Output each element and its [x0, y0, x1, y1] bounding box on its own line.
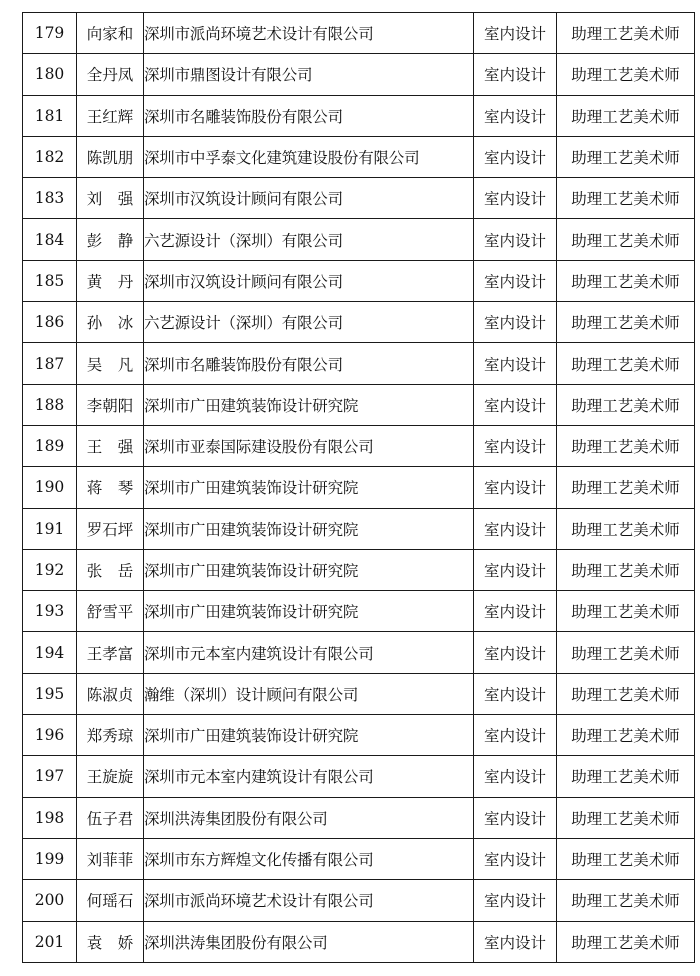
person-name-cell: 黄 丹	[77, 260, 144, 301]
qualification-title-cell: 助理工艺美术师	[557, 467, 695, 508]
organization-name-cell: 深圳市鼎图设计有限公司	[144, 54, 474, 95]
organization-name-cell: 深圳市汉筑设计顾问有限公司	[144, 260, 474, 301]
row-number-cell: 197	[23, 756, 77, 797]
specialty-cell: 室内设计	[474, 95, 557, 136]
specialty-cell: 室内设计	[474, 756, 557, 797]
specialty-cell: 室内设计	[474, 508, 557, 549]
organization-name-cell: 深圳市广田建筑装饰设计研究院	[144, 591, 474, 632]
row-number-cell: 185	[23, 260, 77, 301]
qualification-title-cell: 助理工艺美术师	[557, 549, 695, 590]
table-row	[23, 219, 695, 260]
person-name-cell: 陈凯朋	[77, 136, 144, 177]
organization-name-cell: 深圳市名雕装饰股份有限公司	[144, 343, 474, 384]
person-name-cell: 刘 强	[77, 178, 144, 219]
row-number-cell: 188	[23, 384, 77, 425]
row-number-cell: 194	[23, 632, 77, 673]
qualification-title-cell: 助理工艺美术师	[557, 95, 695, 136]
organization-name-cell: 深圳市广田建筑装饰设计研究院	[144, 715, 474, 756]
row-number-cell: 198	[23, 797, 77, 838]
qualification-title-cell: 助理工艺美术师	[557, 178, 695, 219]
person-name-cell: 向家和	[77, 13, 144, 54]
organization-name-cell: 深圳市汉筑设计顾问有限公司	[144, 178, 474, 219]
row-number-cell: 195	[23, 673, 77, 714]
specialty-cell: 室内设计	[474, 178, 557, 219]
row-number-cell: 187	[23, 343, 77, 384]
table-row	[23, 632, 695, 673]
specialty-cell: 室内设计	[474, 54, 557, 95]
qualification-title-cell: 助理工艺美术师	[557, 260, 695, 301]
person-name-cell: 罗石坪	[77, 508, 144, 549]
specialty-cell: 室内设计	[474, 302, 557, 343]
table-row	[23, 343, 695, 384]
qualification-title-cell: 助理工艺美术师	[557, 13, 695, 54]
person-name-cell: 蒋 琴	[77, 467, 144, 508]
table-row	[23, 797, 695, 838]
table-row	[23, 756, 695, 797]
specialty-cell: 室内设计	[474, 921, 557, 962]
person-name-cell: 刘菲菲	[77, 838, 144, 879]
qualification-title-cell: 助理工艺美术师	[557, 632, 695, 673]
organization-name-cell: 深圳市元本室内建筑设计有限公司	[144, 756, 474, 797]
person-name-cell: 舒雪平	[77, 591, 144, 632]
organization-name-cell: 深圳市派尚环境艺术设计有限公司	[144, 13, 474, 54]
table-row	[23, 260, 695, 301]
person-name-cell: 王旋旋	[77, 756, 144, 797]
person-name-cell: 张 岳	[77, 549, 144, 590]
qualification-title-cell: 助理工艺美术师	[557, 756, 695, 797]
qualification-title-cell: 助理工艺美术师	[557, 343, 695, 384]
qualification-title-cell: 助理工艺美术师	[557, 715, 695, 756]
row-number-cell: 199	[23, 838, 77, 879]
row-number-cell: 190	[23, 467, 77, 508]
person-name-cell: 袁 娇	[77, 921, 144, 962]
specialty-cell: 室内设计	[474, 549, 557, 590]
specialty-cell: 室内设计	[474, 136, 557, 177]
organization-name-cell: 深圳市广田建筑装饰设计研究院	[144, 467, 474, 508]
table-row	[23, 838, 695, 879]
qualification-title-cell: 助理工艺美术师	[557, 508, 695, 549]
table-row	[23, 673, 695, 714]
specialty-cell: 室内设计	[474, 219, 557, 260]
row-number-cell: 183	[23, 178, 77, 219]
row-number-cell: 192	[23, 549, 77, 590]
row-number-cell: 182	[23, 136, 77, 177]
person-name-cell: 伍子君	[77, 797, 144, 838]
row-number-cell: 200	[23, 880, 77, 921]
row-number-cell: 184	[23, 219, 77, 260]
table-row	[23, 921, 695, 962]
organization-name-cell: 深圳市元本室内建筑设计有限公司	[144, 632, 474, 673]
table-row	[23, 54, 695, 95]
organization-name-cell: 深圳洪涛集团股份有限公司	[144, 797, 474, 838]
person-name-cell: 彭 静	[77, 219, 144, 260]
person-name-cell: 吴 凡	[77, 343, 144, 384]
roster-body	[23, 13, 695, 963]
table-row	[23, 715, 695, 756]
table-row	[23, 178, 695, 219]
organization-name-cell: 深圳市广田建筑装饰设计研究院	[144, 549, 474, 590]
organization-name-cell: 深圳洪涛集团股份有限公司	[144, 921, 474, 962]
qualification-title-cell: 助理工艺美术师	[557, 425, 695, 466]
person-name-cell: 王 强	[77, 425, 144, 466]
specialty-cell: 室内设计	[474, 591, 557, 632]
specialty-cell: 室内设计	[474, 343, 557, 384]
organization-name-cell: 深圳市名雕装饰股份有限公司	[144, 95, 474, 136]
row-number-cell: 201	[23, 921, 77, 962]
organization-name-cell: 深圳市中孚泰文化建筑建设股份有限公司	[144, 136, 474, 177]
roster-table	[22, 12, 695, 963]
specialty-cell: 室内设计	[474, 838, 557, 879]
qualification-title-cell: 助理工艺美术师	[557, 302, 695, 343]
table-row	[23, 425, 695, 466]
specialty-cell: 室内设计	[474, 260, 557, 301]
qualification-title-cell: 助理工艺美术师	[557, 54, 695, 95]
table-row	[23, 591, 695, 632]
person-name-cell: 王孝富	[77, 632, 144, 673]
table-row	[23, 95, 695, 136]
person-name-cell: 李朝阳	[77, 384, 144, 425]
specialty-cell: 室内设计	[474, 715, 557, 756]
qualification-title-cell: 助理工艺美术师	[557, 838, 695, 879]
organization-name-cell: 瀚维（深圳）设计顾问有限公司	[144, 673, 474, 714]
specialty-cell: 室内设计	[474, 425, 557, 466]
person-name-cell: 郑秀琼	[77, 715, 144, 756]
table-row	[23, 136, 695, 177]
table-row	[23, 549, 695, 590]
specialty-cell: 室内设计	[474, 13, 557, 54]
specialty-cell: 室内设计	[474, 467, 557, 508]
organization-name-cell: 六艺源设计（深圳）有限公司	[144, 302, 474, 343]
specialty-cell: 室内设计	[474, 880, 557, 921]
specialty-cell: 室内设计	[474, 632, 557, 673]
table-row	[23, 880, 695, 921]
qualification-title-cell: 助理工艺美术师	[557, 591, 695, 632]
qualification-title-cell: 助理工艺美术师	[557, 384, 695, 425]
specialty-cell: 室内设计	[474, 673, 557, 714]
organization-name-cell: 深圳市派尚环境艺术设计有限公司	[144, 880, 474, 921]
row-number-cell: 181	[23, 95, 77, 136]
table-row	[23, 384, 695, 425]
table-row	[23, 467, 695, 508]
person-name-cell: 陈淑贞	[77, 673, 144, 714]
organization-name-cell: 深圳市广田建筑装饰设计研究院	[144, 508, 474, 549]
person-name-cell: 何瑶石	[77, 880, 144, 921]
organization-name-cell: 六艺源设计（深圳）有限公司	[144, 219, 474, 260]
organization-name-cell: 深圳市亚泰国际建设股份有限公司	[144, 425, 474, 466]
row-number-cell: 196	[23, 715, 77, 756]
specialty-cell: 室内设计	[474, 384, 557, 425]
qualification-title-cell: 助理工艺美术师	[557, 921, 695, 962]
row-number-cell: 186	[23, 302, 77, 343]
person-name-cell: 王红辉	[77, 95, 144, 136]
qualification-title-cell: 助理工艺美术师	[557, 797, 695, 838]
qualification-title-cell: 助理工艺美术师	[557, 136, 695, 177]
organization-name-cell: 深圳市广田建筑装饰设计研究院	[144, 384, 474, 425]
qualification-title-cell: 助理工艺美术师	[557, 880, 695, 921]
table-row	[23, 302, 695, 343]
person-name-cell: 孙 冰	[77, 302, 144, 343]
qualification-title-cell: 助理工艺美术师	[557, 219, 695, 260]
row-number-cell: 193	[23, 591, 77, 632]
row-number-cell: 179	[23, 13, 77, 54]
row-number-cell: 180	[23, 54, 77, 95]
row-number-cell: 191	[23, 508, 77, 549]
row-number-cell: 189	[23, 425, 77, 466]
table-row	[23, 13, 695, 54]
person-name-cell: 全丹凤	[77, 54, 144, 95]
organization-name-cell: 深圳市东方辉煌文化传播有限公司	[144, 838, 474, 879]
specialty-cell: 室内设计	[474, 797, 557, 838]
table-row	[23, 508, 695, 549]
qualification-title-cell: 助理工艺美术师	[557, 673, 695, 714]
